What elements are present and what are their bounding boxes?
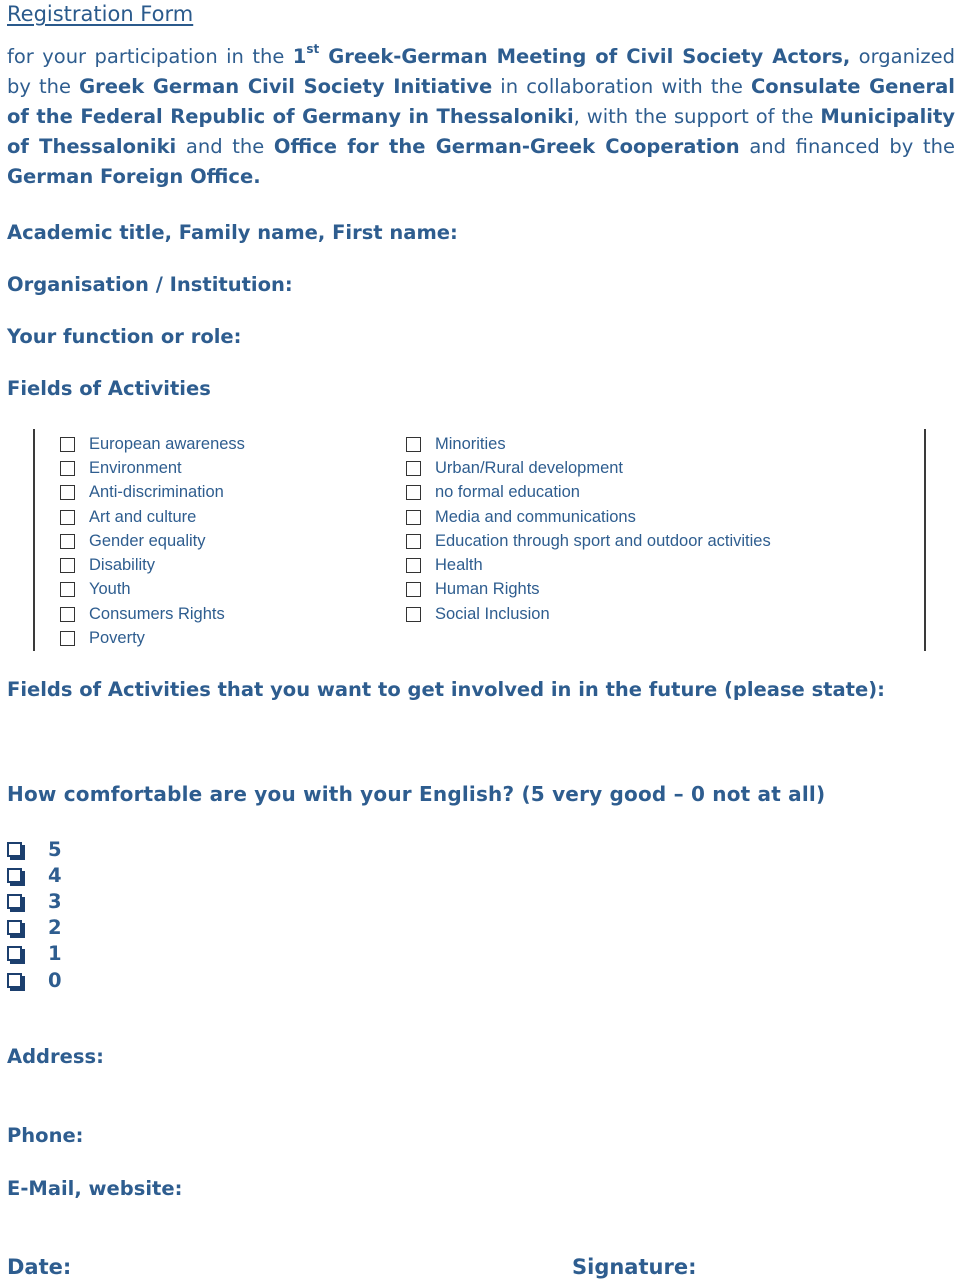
checkbox[interactable]	[406, 582, 421, 597]
activity-label: Media and communications	[435, 507, 636, 526]
activity-option[interactable]	[60, 553, 245, 577]
rating-value: 4	[48, 863, 62, 887]
checkbox[interactable]	[406, 534, 421, 549]
table-right-border	[924, 429, 926, 651]
checkbox[interactable]	[7, 894, 22, 909]
organizer-name: Greek German Civil Society Initiative	[79, 75, 493, 98]
activity-option[interactable]	[406, 432, 771, 456]
checkbox[interactable]	[7, 973, 22, 988]
activity-option[interactable]	[60, 432, 245, 456]
activity-label: Urban/Rural development	[435, 458, 624, 477]
activity-label: Education through sport and outdoor activities	[435, 531, 771, 550]
activity-label: Poverty	[89, 629, 145, 648]
role-field-label: Your function or role:	[7, 325, 242, 348]
checkbox[interactable]	[60, 534, 75, 549]
checkbox[interactable]	[406, 485, 421, 500]
funder-name: German Foreign Office.	[7, 165, 261, 188]
future-activities-label: Fields of Activities that you want to get involved in in the future (please state):	[7, 678, 885, 701]
intro-text: for your participation in the	[7, 45, 293, 68]
name-field-label: Academic title, Family name, First name:	[7, 221, 458, 244]
activity-option[interactable]	[406, 529, 771, 553]
english-question-label: How comfortable are you with your English? (5 very good – 0 not at all)	[7, 782, 826, 806]
rating-value: 3	[48, 889, 62, 913]
activity-label: Minorities	[435, 434, 506, 453]
activity-option[interactable]	[406, 578, 771, 602]
checkbox[interactable]	[60, 485, 75, 500]
activity-option[interactable]	[60, 602, 245, 626]
activity-label: Art and culture	[89, 507, 197, 526]
rating-value: 0	[48, 968, 62, 992]
rating-value: 5	[48, 837, 62, 861]
email-field-label: E-Mail, website:	[7, 1177, 183, 1200]
activity-option[interactable]	[60, 505, 245, 529]
activity-option[interactable]	[60, 578, 245, 602]
checkbox[interactable]	[406, 437, 421, 452]
activity-label: no formal education	[435, 483, 580, 502]
office-name: Office for the German-Greek Cooperation	[273, 135, 740, 158]
activity-option[interactable]	[406, 456, 771, 480]
activity-option[interactable]	[60, 481, 245, 505]
activity-option[interactable]	[60, 626, 245, 650]
activities-right-column	[406, 432, 771, 626]
activities-section-label: Fields of Activities	[7, 377, 211, 400]
page-title: Registration Form	[7, 2, 194, 26]
checkbox[interactable]	[406, 607, 421, 622]
checkbox[interactable]	[406, 461, 421, 476]
activity-option[interactable]	[406, 481, 771, 505]
activity-label: Anti-discrimination	[89, 483, 224, 502]
activity-option[interactable]	[406, 602, 771, 626]
address-field-label: Address:	[7, 1045, 104, 1068]
organisation-field-label: Organisation / Institution:	[7, 273, 293, 296]
activity-option[interactable]	[60, 456, 245, 480]
activity-label: Disability	[89, 556, 156, 575]
intro-text: , with the support of the	[573, 105, 821, 128]
table-left-border	[33, 429, 35, 651]
intro-text: organized by the	[7, 45, 955, 98]
rating-value: 1	[48, 942, 62, 966]
checkbox[interactable]	[60, 607, 75, 622]
meeting-ordinal-suffix: st	[306, 41, 320, 56]
english-rating-options	[7, 836, 62, 993]
intro-text: and financed by the	[739, 135, 955, 158]
checkbox[interactable]	[60, 582, 75, 597]
rating-option[interactable]	[7, 941, 62, 967]
activity-option[interactable]	[406, 553, 771, 577]
rating-option[interactable]	[7, 967, 62, 993]
activity-option[interactable]	[406, 505, 771, 529]
activity-label: Environment	[89, 458, 182, 477]
checkbox[interactable]	[60, 631, 75, 646]
checkbox[interactable]	[60, 461, 75, 476]
activity-label: Health	[435, 556, 483, 575]
checkbox[interactable]	[406, 558, 421, 573]
activity-option[interactable]	[60, 529, 245, 553]
activity-label: Human Rights	[435, 580, 540, 599]
checkbox[interactable]	[7, 842, 22, 857]
activities-left-column	[60, 432, 245, 651]
date-field-label: Date:	[7, 1255, 72, 1279]
activity-label: Social Inclusion	[435, 604, 550, 623]
collaborator-name: Consulate General of the Federal Republic of Germany in Thessaloniki	[7, 75, 955, 128]
checkbox[interactable]	[60, 510, 75, 525]
activity-label: Youth	[89, 580, 131, 599]
supporter-name: Municipality of Thessaloniki	[7, 105, 955, 158]
phone-field-label: Phone:	[7, 1124, 84, 1147]
activity-label: Consumers Rights	[89, 604, 225, 623]
signature-field-label: Signature:	[572, 1255, 697, 1279]
activity-label: Gender equality	[89, 531, 206, 550]
rating-option[interactable]	[7, 915, 62, 941]
meeting-ordinal: 1	[292, 45, 307, 68]
checkbox[interactable]	[60, 437, 75, 452]
intro-text: in collaboration with the	[492, 75, 751, 98]
checkbox[interactable]	[406, 510, 421, 525]
intro-paragraph	[7, 42, 955, 192]
activity-label: European awareness	[89, 434, 245, 453]
intro-text: and the	[176, 135, 274, 158]
rating-option[interactable]	[7, 836, 62, 862]
checkbox[interactable]	[7, 868, 22, 883]
rating-option[interactable]	[7, 862, 62, 888]
rating-value: 2	[48, 916, 62, 940]
checkbox[interactable]	[7, 920, 22, 935]
meeting-name: Greek-German Meeting of Civil Society Actors,	[319, 45, 851, 68]
rating-option[interactable]	[7, 888, 62, 914]
checkbox[interactable]	[7, 946, 22, 961]
checkbox[interactable]	[60, 558, 75, 573]
